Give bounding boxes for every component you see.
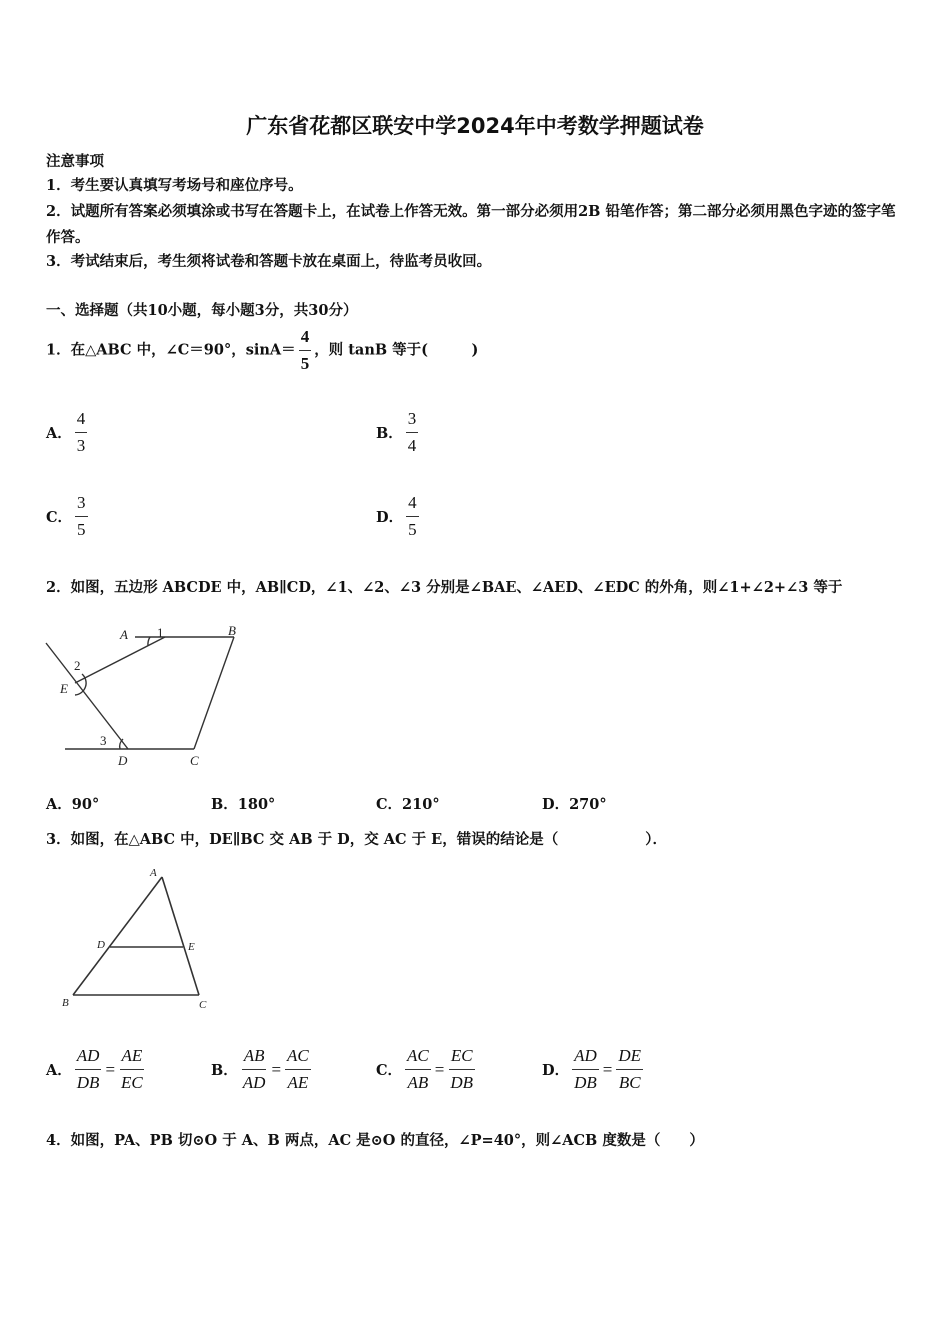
- q2-label-c: C: [190, 753, 199, 768]
- q2-label-angle-1: 1: [157, 625, 164, 640]
- q2-option-c-label: C．: [376, 796, 403, 813]
- q1-option-d-num: 4: [406, 492, 419, 517]
- q3-label-d: D: [97, 939, 105, 951]
- q2-option-c-text: 210°: [402, 796, 440, 813]
- q1-option-a-num: 4: [75, 408, 88, 433]
- page-title: 广东省花都区联安中学2024年中考数学押题试卷: [246, 114, 704, 138]
- q3-option-c-eq: =: [434, 1059, 445, 1079]
- notice-item-2: 2．试题所有答案必须填涂或书写在答题卡上，在试卷上作答无效。第一部分必须用2B 铅笔作答；第二部分必须用黑色字迹的签字笔作答。: [46, 203, 896, 246]
- q2-label-e: E: [60, 681, 68, 696]
- q1-option-d-label: D．: [376, 509, 404, 526]
- q1-option-c-fraction: [75, 492, 88, 541]
- q2-option-b-label: B．: [211, 796, 238, 813]
- q3-option-d-eq: =: [602, 1059, 613, 1079]
- q1-option-c-num: 3: [75, 492, 88, 517]
- q3-option-c-left-num: AC: [405, 1045, 431, 1070]
- q2-option-d[interactable]: [542, 792, 607, 818]
- q1-option-d-den: 5: [408, 520, 417, 539]
- q3-line-ac: [162, 877, 199, 995]
- q3-option-b-left-num: AB: [242, 1045, 267, 1070]
- q3-option-a-left-den: DB: [76, 1073, 100, 1092]
- q2-option-d-label: D．: [542, 796, 570, 813]
- q3-option-c-label: C．: [376, 1062, 403, 1079]
- q1-option-a-label: A．: [46, 425, 72, 442]
- q3-label-c: C: [199, 999, 207, 1011]
- q2-line-ea-extended: [75, 637, 165, 683]
- q3-option-d-label: D．: [542, 1062, 570, 1079]
- q3-option-a-right-num: AE: [120, 1045, 145, 1070]
- q1-option-b-label: B．: [376, 425, 403, 442]
- q1-stem-fraction: [299, 326, 312, 375]
- q1-option-d[interactable]: [376, 492, 422, 541]
- notice-heading: 注意事项: [46, 153, 104, 170]
- q1-option-c-den: 5: [77, 520, 86, 539]
- q3-option-b-right-den: AE: [287, 1073, 309, 1092]
- q2-option-a[interactable]: [46, 792, 99, 818]
- q1-option-a-fraction: [75, 408, 88, 457]
- q3-option-a-left-num: AD: [75, 1045, 102, 1070]
- q3-label-e: E: [188, 941, 195, 953]
- q3-option-b[interactable]: [211, 1045, 314, 1094]
- q2-option-a-label: A．: [46, 796, 72, 813]
- q1-option-d-fraction: [406, 492, 419, 541]
- q3-option-b-right-num: AC: [285, 1045, 311, 1070]
- q1-option-c[interactable]: [46, 492, 91, 541]
- q3-option-c-left-den: AB: [407, 1073, 429, 1092]
- q3-label-a: A: [150, 867, 157, 879]
- q2-option-d-text: 270°: [569, 796, 607, 813]
- q3-option-d-left-num: AD: [572, 1045, 599, 1070]
- q2-label-angle-3: 3: [100, 733, 107, 748]
- q3-option-b-eq: =: [271, 1059, 282, 1079]
- q2-label-b: B: [228, 623, 236, 638]
- q3-option-c[interactable]: [376, 1045, 478, 1094]
- q1-option-a[interactable]: [46, 408, 90, 457]
- q3-option-b-left-den: AD: [242, 1073, 266, 1092]
- q2-option-b[interactable]: [211, 792, 275, 818]
- question-3-stem: 3．如图，在△ABC 中，DE∥BC 交 AB 于 D，交 AC 于 E，错误的结论是（ ）．: [46, 831, 667, 848]
- q3-option-a-eq: =: [105, 1059, 116, 1079]
- q3-option-a[interactable]: [46, 1045, 148, 1094]
- q2-option-b-text: 180°: [237, 796, 276, 813]
- q2-option-c[interactable]: [376, 792, 440, 818]
- q1-frac-num: 4: [299, 326, 312, 351]
- question-2-stem: 2．如图，五边形 ABCDE 中，AB∥CD，∠1、∠2、∠3 分别是∠BAE、∠AED、∠EDC 的外角，则∠1+∠2+∠3 等于: [46, 579, 843, 596]
- q2-option-a-text: 90°: [71, 796, 100, 813]
- question-1-stem: [46, 326, 478, 375]
- q3-option-d-right-den: BC: [618, 1073, 641, 1092]
- q3-option-d-left-den: DB: [574, 1073, 597, 1092]
- q3-triangle-figure: [56, 862, 226, 1012]
- q1-option-a-den: 3: [76, 436, 86, 455]
- q3-option-c-right-num: EC: [449, 1045, 475, 1070]
- q2-line-bc: [194, 637, 234, 749]
- q2-line-ed-extended: [46, 643, 128, 749]
- q3-line-ab: [73, 877, 162, 995]
- q2-label-angle-2: 2: [74, 658, 81, 673]
- question-4-stem: 4．如图，PA、PB 切⊙O 于 A、B 两点，AC 是⊙O 的直径，∠P=40°，则∠ACB 度数是（ ）: [46, 1132, 704, 1149]
- notice-item-3: 3．考试结束后，考生须将试卷和答题卡放在桌面上，待监考员收回。: [46, 253, 492, 270]
- q1-option-b-fraction: [406, 408, 419, 457]
- q1-stem-after: ，则 tanB 等于( ): [314, 341, 479, 359]
- q3-label-b: B: [62, 997, 69, 1009]
- q2-label-a: A: [120, 627, 128, 642]
- q3-option-c-right-den: DB: [450, 1073, 474, 1092]
- q1-frac-den: 5: [300, 354, 310, 373]
- q2-angle-3-arc: [120, 739, 123, 749]
- notice-item-1: 1．考生要认真填写考场号和座位序号。: [46, 177, 303, 194]
- q3-option-a-right-den: EC: [121, 1073, 143, 1092]
- q3-option-a-label: A．: [46, 1062, 72, 1079]
- q1-stem-before: 1．在△ABC 中，∠C＝90°，sinA＝: [46, 341, 296, 359]
- q1-option-c-label: C．: [46, 509, 73, 526]
- q2-pentagon-figure: [40, 615, 260, 775]
- q1-option-b-num: 3: [406, 408, 419, 433]
- section-heading: 一、选择题（共10小题，每小题3分，共30分）: [46, 302, 358, 319]
- q2-label-d: D: [118, 753, 128, 768]
- q1-option-b-den: 4: [407, 436, 417, 455]
- q3-option-d-right-num: DE: [616, 1045, 643, 1070]
- q3-option-b-label: B．: [211, 1062, 238, 1079]
- q1-option-b[interactable]: [376, 408, 421, 457]
- q3-option-d[interactable]: [542, 1045, 646, 1094]
